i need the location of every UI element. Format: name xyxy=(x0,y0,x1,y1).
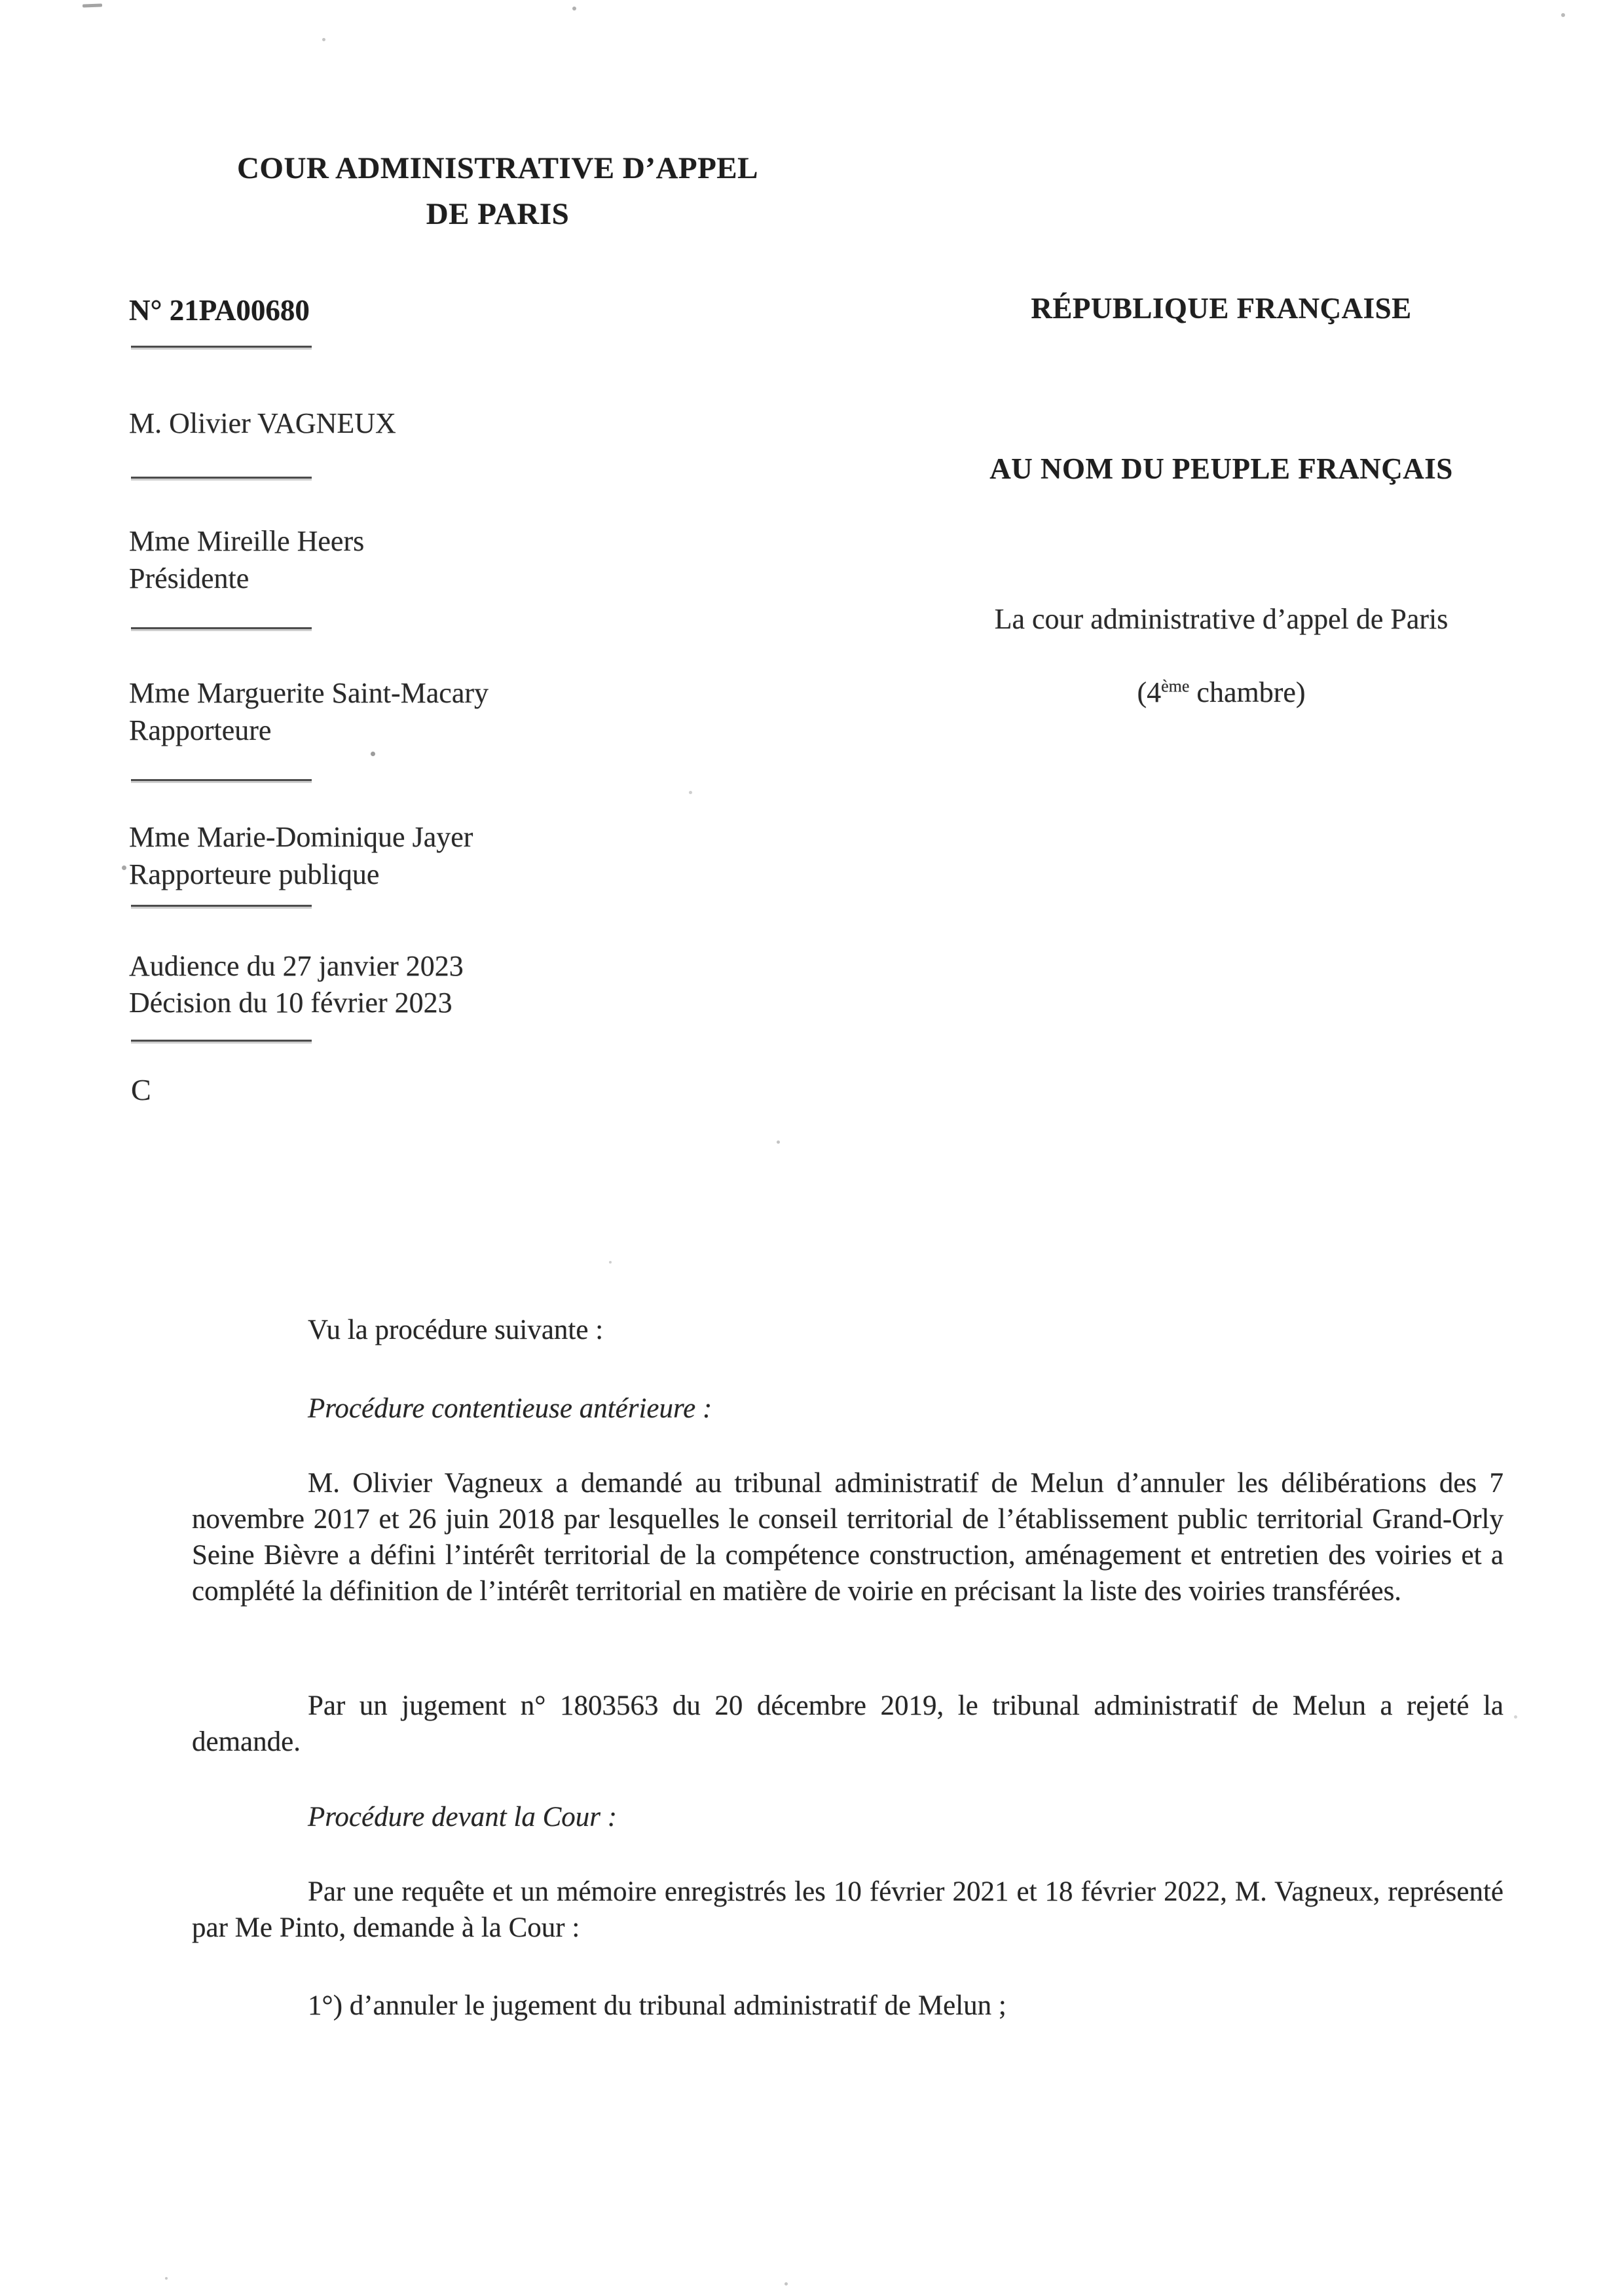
heading-procedure-cour: Procédure devant la Cour : xyxy=(308,1802,618,1832)
chamber-line xyxy=(930,676,1513,709)
hearing-dates xyxy=(129,948,464,1021)
scan-speck xyxy=(777,1140,780,1144)
scan-speck xyxy=(609,1261,612,1264)
court-title xyxy=(160,145,835,237)
paragraph-jugement: Par un jugement n° 1803563 du 20 décembre 2019, le tribunal administratif de Melun a rejeté la demande. xyxy=(192,1690,1504,1757)
demande-item-1: 1°) d’annuler le jugement du tribunal administratif de Melun ; xyxy=(308,1990,1006,2021)
republic-heading: RÉPUBLIQUE FRANÇAISE xyxy=(1031,292,1412,325)
scan-speck xyxy=(83,3,102,7)
scan-speck xyxy=(1561,13,1565,17)
court-title-line1: COUR ADMINISTRATIVE D’APPEL xyxy=(236,151,759,185)
case-number: N° 21PA00680 xyxy=(129,294,310,327)
chamber-suffix: chambre) xyxy=(1189,676,1306,708)
scan-speck xyxy=(689,791,692,794)
in-the-name-heading: AU NOM DU PEUPLE FRANÇAIS xyxy=(989,452,1453,485)
divider-line xyxy=(131,346,312,348)
party-role: Présidente xyxy=(129,562,249,594)
party-role: Rapporteure publique xyxy=(129,858,380,890)
vu-procedure-line: Vu la procédure suivante : xyxy=(308,1315,604,1345)
party-name: M. Olivier VAGNEUX xyxy=(129,407,396,439)
paragraph-requete: Par une requête et un mémoire enregistrés les 10 février 2021 et 18 février 2022, M. Vagneux, représenté par Me Pinto, demande à la Cour : xyxy=(192,1876,1504,1943)
scan-speck xyxy=(165,2277,168,2280)
issuing-court-line: La cour administrative d’appel de Paris xyxy=(994,603,1449,635)
paragraph-demande: M. Olivier Vagneux a demandé au tribunal administratif de Melun d’annuler les délibérations des 7 novembre 2017 et 26 juin 2018 par lesquelles le conseil territorial de l’établissement public territorial Grand-Orly Seine Bièvre a défini l’intérêt territorial de la compétence construction, aménagement et entretien des voiries et a complété la définition de l’intérêt territorial en matière de voirie en précisant la liste des voiries transférées. xyxy=(192,1468,1504,1607)
divider-line xyxy=(131,905,312,907)
scan-speck xyxy=(122,866,126,870)
divider-line xyxy=(131,627,312,629)
republic-block xyxy=(930,0,1513,786)
party-rapporteure xyxy=(129,674,489,749)
party-name: Mme Marguerite Saint-Macary xyxy=(129,677,489,709)
party-president xyxy=(129,522,364,597)
party-name: Mme Marie-Dominique Jayer xyxy=(129,821,473,853)
audience-date: Audience du 27 janvier 2023 xyxy=(129,950,464,982)
decision-date: Décision du 10 février 2023 xyxy=(129,987,452,1019)
classification-code: C xyxy=(131,1073,151,1106)
divider-line xyxy=(131,779,312,781)
scan-speck xyxy=(1514,1715,1517,1719)
heading-procedure-anterieure: Procédure contentieuse antérieure : xyxy=(308,1393,712,1424)
party-role: Rapporteure xyxy=(129,714,272,746)
party-name: Mme Mireille Heers xyxy=(129,525,365,557)
court-title-line2: DE PARIS xyxy=(426,197,570,231)
scan-speck xyxy=(572,7,576,10)
divider-line xyxy=(131,1040,312,1042)
chamber-prefix: (4 xyxy=(1137,676,1162,708)
divider-line xyxy=(131,477,312,479)
party-appellant xyxy=(129,405,396,442)
party-rapporteure-publique xyxy=(129,818,473,893)
scan-speck xyxy=(322,38,325,41)
chamber-ordinal-suffix: ème xyxy=(1161,676,1190,696)
scan-speck xyxy=(784,2282,788,2286)
scan-speck xyxy=(371,752,375,756)
